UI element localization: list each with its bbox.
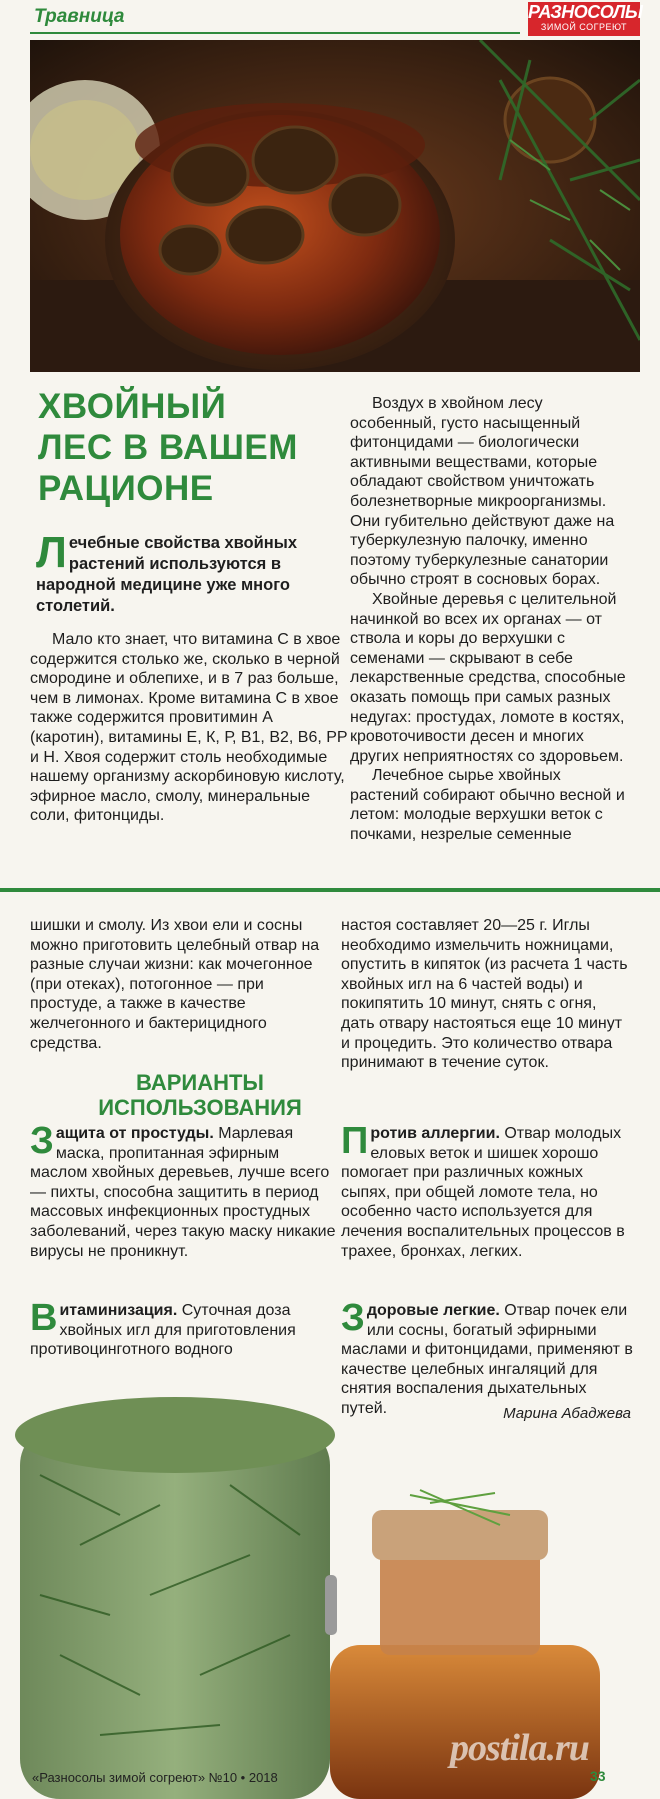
section-divider	[0, 888, 660, 892]
use-heading: ротив аллергии.	[370, 1125, 500, 1142]
drop-cap: В	[30, 1297, 58, 1339]
use-item-cold	[30, 1120, 340, 1261]
body-paragraph: шишки и смолу. Из хвои ели и сосны можно приготовить целебный отвар на разные случаи жизни: как мочегонное (при отеках), потогонное — при простуде, а также в качестве желчегонного и бактерицидного средства.	[30, 917, 320, 1052]
drop-cap: З	[341, 1297, 365, 1339]
use-heading: итаминизация.	[59, 1302, 178, 1319]
use-text: Марлевая маска, пропитанная эфирным маслом хвойных деревьев, лучше всего — пихты, способна защитить в период массовых инфекционных простудных заболеваний, через такую маску никакие вирусы не проникнут.	[30, 1125, 336, 1260]
body-paragraph: настоя составляет 20—25 г. Иглы необходимо измельчить ножницами, опустить в кипяток (из расчета 1 часть хвойных игл на 6 частей воды) и покипятить 10 минут, снять с огня, дать отвару настояться еще 10 минут и процедить. Это количество отвара принимают в течение суток.	[341, 917, 628, 1072]
pine-cone-jam-photo	[30, 40, 640, 372]
use-text: Суточная доза хвойных игл для приготовления противоцинготного водного	[30, 1302, 296, 1359]
use-heading: доровые легкие.	[366, 1302, 500, 1319]
title-line: ЛЕС В ВАШЕМ	[38, 428, 298, 467]
magazine-logo	[528, 2, 643, 36]
column-1-text	[30, 630, 350, 826]
article-title	[38, 386, 348, 509]
body-paragraph: Мало кто знает, что витамина С в хвое содержится столько же, сколько в черной смородине и облепихе, и в 7 раз больше, чем в лимонах. Кроме витамина С в хвое также содержится провитимин А (каротин), витамины Е, К, Р, В1, В2, В6, РР и Н. Хвоя содержит столь необходимые нашему организму аскорбиновую кислоту, эфирное масло, смолу, минеральные соли, фитонциды.	[30, 631, 348, 825]
body-paragraph: Хвойные деревья с целительной начинкой во всех их органах — от ствола и коры до верхушки с семенами — скрывают в себе лекарственные средства, способные оказать помощь при самых разных недугах: простудах, ломоте в костях, кровоточивости десен и многих других неприятностях со здоровьем.	[350, 590, 626, 765]
page-header	[0, 0, 660, 40]
drop-cap: З	[30, 1120, 54, 1162]
use-text: Отвар почек ели или сосны, богатый эфирными маслами и фитонцидами, применяют в качестве целебных ингаляций для снятия воспаления дыхательных путей.	[341, 1302, 633, 1417]
lead-text: ечебные свойства хвойных растений используются в народной медицине уже много столетий.	[36, 534, 298, 615]
rubric-label: Травница	[34, 6, 125, 27]
title-line: РАЦИОНЕ	[38, 469, 214, 508]
drop-cap: П	[341, 1120, 369, 1162]
body-paragraph: Лечебное сырье хвойных растений собирают обычно весной и летом: молодые верхушки веток с почками, незрелые семенные	[350, 767, 625, 844]
column-1-continued	[30, 916, 340, 1053]
article-author: Марина Абаджева	[503, 1405, 631, 1422]
column-2-continued	[341, 916, 633, 1073]
drop-cap: Л	[36, 528, 67, 577]
use-item-vitamin	[30, 1297, 340, 1360]
column-2-text	[350, 394, 632, 845]
body-paragraph: Воздух в хвойном лесу особенный, густо насыщенный фитонцидами — биологически активными веществами, которые обладают свойством уничтожать болезнетворные микроорганизмы. Они губительно действуют даже на туберкулезную палочку, именно поэтому туберкулезные санатории обычно строят в сосновых борах.	[350, 395, 615, 589]
page-footer: «Разносолы зимой согреют» №10 • 2018	[32, 1770, 278, 1785]
lead-paragraph	[36, 528, 354, 617]
logo-title: РАЗНОСОЛЫ	[528, 2, 643, 22]
title-line: ХВОЙНЫЙ	[38, 387, 227, 426]
logo-subtitle: ЗИМОЙ СОГРЕЮТ	[540, 22, 628, 32]
use-text: Отвар молодых еловых веток и шишек хорошо помогает при различных кожных сыпях, при общей ломоте тела, но особенно часто используется для лечения воспалительных процессов в трахее, бронхах, легких.	[341, 1125, 625, 1260]
section-subheading: ВАРИАНТЫ ИСПОЛЬЗОВАНИЯ	[98, 1070, 302, 1120]
page-number: 33	[590, 1768, 606, 1784]
watermark: postila.ru	[450, 1727, 589, 1769]
header-rule	[30, 32, 520, 34]
use-heading: ащита от простуды.	[55, 1125, 214, 1142]
use-item-allergy	[341, 1120, 633, 1261]
